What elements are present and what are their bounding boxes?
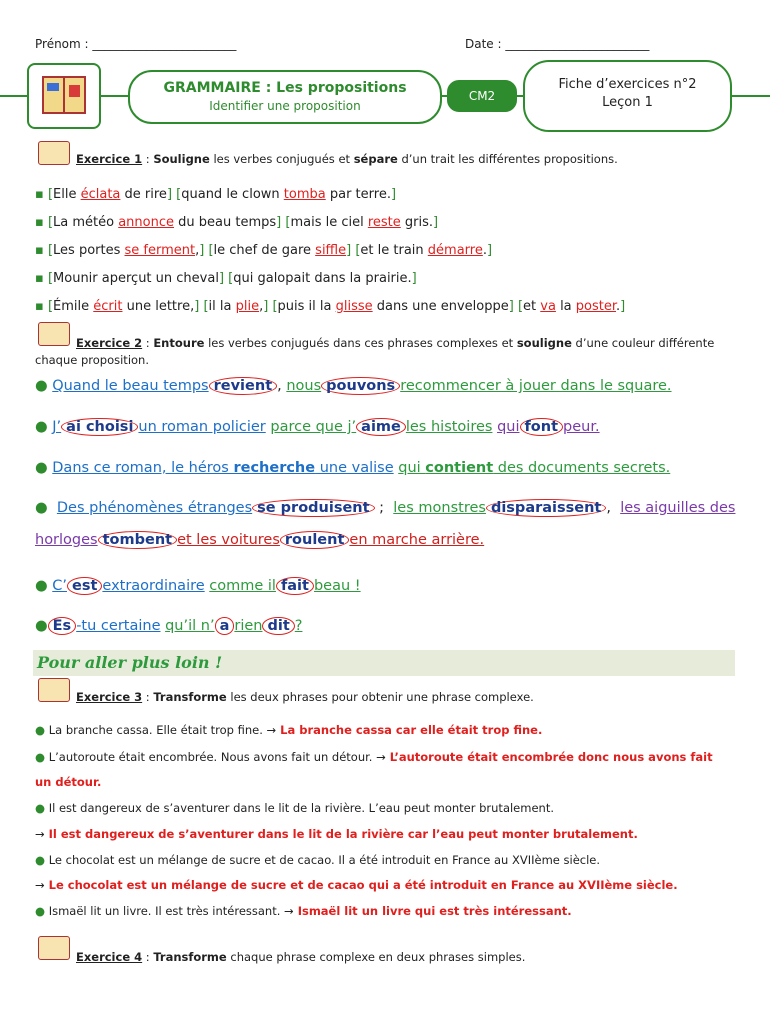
book-logo	[27, 63, 101, 129]
title-box	[128, 70, 442, 124]
instr-text: les verbes conjugués et	[209, 152, 354, 166]
ex3-item: → Le chocolat est un mélange de sucre et de cacao qui a été introduit en France au XVIIème siècle.	[35, 878, 678, 892]
exercise-3-instruction: Exercice 3 : Transforme les deux phrases pour obtenir une phrase complexe.	[76, 690, 534, 704]
exercise-3-label: Exercice 3	[76, 690, 143, 704]
exercise-1-instruction: Exercice 1 : Souligne les verbes conjugués et sépare d’un trait les différentes propositions.	[76, 152, 618, 166]
instr-text: chaque phrase complexe en deux phrases simples.	[226, 950, 526, 964]
ex2-sentence-6: ● Es -tu certaine qu’il n’ a rien dit ?	[35, 618, 303, 634]
instr-verb: souligne	[516, 336, 572, 350]
instr-verb: Transforme	[153, 690, 227, 704]
book-icon	[29, 65, 99, 127]
ex2-sentence-5: ● C’ est extraordinaire comme il fait beau !	[35, 578, 361, 594]
ex1-sentence-1: ▪ [Elle éclata de rire] [quand le clown tomba par terre.]	[35, 187, 397, 202]
ex3-item: ● L’autoroute était encombrée. Nous avons fait un détour. → L’autoroute était encombrée donc nous avons fait	[35, 750, 713, 764]
ex2-sentence-3: ● Dans ce roman, le héros recherche une valise qui contient des documents secrets.	[35, 460, 671, 476]
exercise-4-label: Exercice 4	[76, 950, 143, 964]
instr-text: les verbes conjugués dans ces phrases complexes et	[204, 336, 517, 350]
page-title: GRAMMAIRE : Les propositions	[163, 80, 407, 96]
fiche-number: Fiche d’exercices n°2	[558, 77, 697, 92]
instr-text: d’une couleur différente	[571, 336, 715, 350]
section-title: Pour aller plus loin !	[37, 653, 223, 672]
ex1-sentence-3: ▪ [Les portes se ferment,] [le chef de gare siffle] [et le train démarre.]	[35, 243, 493, 258]
ex3-item: un détour.	[35, 775, 102, 789]
ex2-sentence-4a: ● Des phénomènes étranges se produisent ; les monstres disparaissent , les aiguilles des	[35, 500, 736, 516]
ex3-item: ● Le chocolat est un mélange de sucre et de cacao. Il a été introduit en France au XVIIème siècle.	[35, 853, 601, 867]
ex2-sentence-4b: horloges tombent et les voitures roulent en marche arrière.	[35, 532, 485, 548]
section-header	[33, 650, 735, 676]
ex2-sentence-1: ● Quand le beau temps revient , nous pouvons recommencer à jouer dans le square.	[35, 378, 672, 394]
exercise-book-icon	[38, 936, 70, 960]
level-badge: CM2	[447, 80, 517, 112]
instr-text: d’un trait les différentes propositions.	[397, 152, 618, 166]
exercise-2-instruction-cont: chaque proposition.	[35, 353, 149, 367]
prenom-field: Prénom : ________________________	[35, 37, 237, 51]
ex3-item: → Il est dangereux de s’aventurer dans le lit de la rivière car l’eau peut monter brutalement.	[35, 827, 638, 841]
ex3-item: ● La branche cassa. Elle était trop fine. → La branche cassa car elle était trop fine.	[35, 723, 543, 737]
exercise-4-instruction: Exercice 4 : Transforme chaque phrase complexe en deux phrases simples.	[76, 950, 526, 964]
instr-verb: sépare	[353, 152, 398, 166]
exercise-1-label: Exercice 1	[76, 152, 143, 166]
ex1-sentence-2: ▪ [La météo annonce du beau temps] [mais le ciel reste gris.]	[35, 215, 439, 230]
instr-verb: Transforme	[153, 950, 227, 964]
ex1-sentence-4: ▪ [Mounir aperçut un cheval] [qui galopait dans la prairie.]	[35, 271, 417, 286]
exercise-book-icon	[38, 322, 70, 346]
ex3-item: ● Il est dangereux de s’aventurer dans le lit de la rivière. L’eau peut monter brutalement.	[35, 801, 554, 815]
instr-verb: Souligne	[153, 152, 210, 166]
date-field: Date : ________________________	[465, 37, 650, 51]
exercise-book-icon	[38, 678, 70, 702]
ex1-sentence-5: ▪ [Émile écrit une lettre,] [il la plie,] [puis il la glisse dans une enveloppe] [et va la poster.]	[35, 299, 626, 314]
ex3-item: ● Ismaël lit un livre. Il est très intéressant. → Ismaël lit un livre qui est très intéressant.	[35, 904, 572, 918]
instr-verb: Entoure	[153, 336, 205, 350]
ex2-sentence-2: ● J’ ai choisi un roman policier parce que j’ aime les histoires qui font peur.	[35, 419, 600, 435]
exercise-2-label: Exercice 2	[76, 336, 143, 350]
lesson-number: Leçon 1	[602, 95, 653, 110]
exercise-book-icon	[38, 141, 70, 165]
instr-text: les deux phrases pour obtenir une phrase complexe.	[226, 690, 534, 704]
fiche-box	[523, 60, 732, 132]
page-subtitle: Identifier une proposition	[209, 99, 361, 113]
exercise-2-instruction: Exercice 2 : Entoure les verbes conjugués dans ces phrases complexes et souligne d’une couleur différente	[76, 336, 715, 350]
